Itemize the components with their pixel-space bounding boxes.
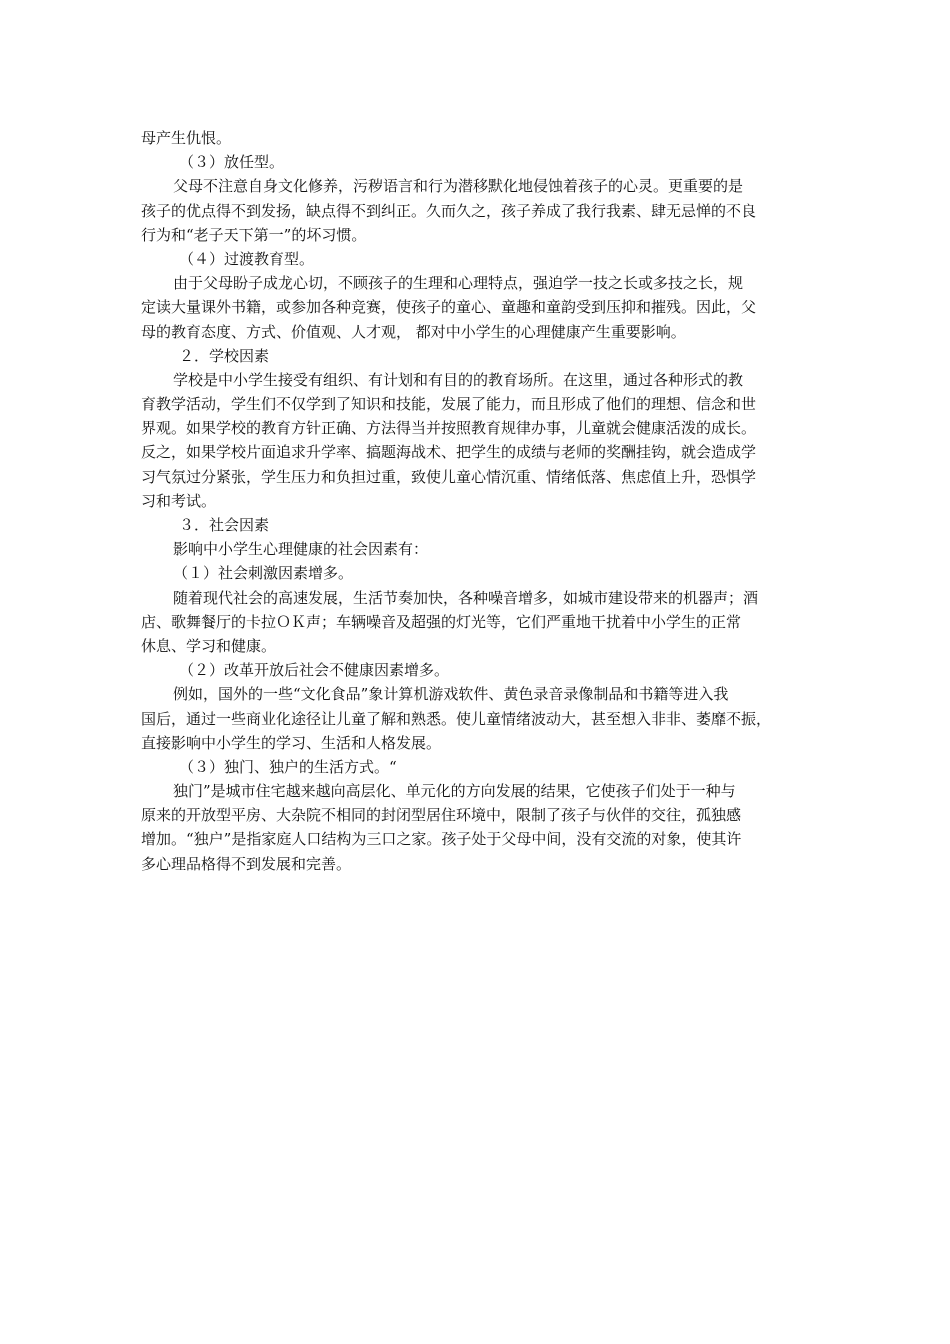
text-line: 国后，通过一些商业化途径让儿童了解和熟悉。使儿童情绪波动大，甚至想入非非、萎靡不振， — [141, 709, 772, 728]
text-line: ３．社会因素 — [179, 516, 270, 534]
text-line: （３）放任型。 — [179, 153, 285, 172]
text-line: （１）社会刺激因素增多。 — [173, 564, 354, 583]
text-line: 店、歌舞餐厅的卡拉ＯＫ声；车辆噪音及超强的灯光等，它们严重地干扰着中小学生的正常 — [141, 612, 742, 631]
text-line: 学校是中小学生接受有组织、有计划和有目的的教育场所。在这里，通过各种形式的教 — [173, 370, 744, 389]
text-line: 直接影响中小学生的学习、生活和人格发展。 — [141, 733, 442, 752]
text-line: 孩子的优点得不到发扬，缺点得不到纠正。久而久之，孩子养成了我行我素、肆无忌惮的不良 — [141, 201, 757, 220]
text-line: 育教学活动，学生们不仅学到了知识和技能，发展了能力，而且形成了他们的理想、信念和世 — [141, 395, 757, 414]
text-line: （４）过渡教育型。 — [179, 249, 315, 268]
text-line: 定读大量课外书籍，或参加各种竞赛，使孩子的童心、童趣和童韵受到压抑和摧残。因此，父 — [141, 298, 757, 317]
text-line: 独门”是城市住宅越来越向高层化、单元化的方向发展的结果，它使孩子们处于一种与 — [173, 782, 736, 801]
text-line: 多心理品格得不到发展和完善。 — [141, 854, 352, 873]
text-line: 例如，国外的一些“文化食品”象计算机游戏软件、黄色录音录像制品和书籍等进入我 — [173, 685, 729, 704]
text-line: 增加。“独户”是指家庭人口结构为三口之家。孩子处于父母中间，没有交流的对象，使其许 — [141, 830, 742, 849]
text-line: 习和考试。 — [141, 491, 217, 510]
document-page — [141, 126, 817, 876]
text-line: （３）独门、独户的生活方式。“ — [179, 757, 397, 776]
text-line: 影响中小学生心理健康的社会因素有： — [173, 540, 429, 559]
text-line: 父母不注意自身文化修养，污秽语言和行为潜移默化地侵蚀着孩子的心灵。更重要的是 — [173, 177, 744, 196]
text-line: 行为和“老子天下第一”的坏习惯。 — [141, 225, 367, 244]
text-line: 母的教育态度、方式、价值观、人才观， 都对中小学生的心理健康产生重要影响。 — [141, 322, 686, 341]
text-line: （２）改革开放后社会不健康因素增多。 — [179, 661, 450, 680]
text-line: 反之，如果学校片面追求升学率、搞题海战术、把学生的成绩与老师的奖酬挂钩，就会造成学 — [141, 443, 757, 462]
text-line: ２．学校因素 — [179, 346, 270, 365]
text-line: 原来的开放型平房、大杂院不相同的封闭型居住环境中，限制了孩子与伙伴的交往，孤独感 — [141, 806, 742, 825]
text-line: 母产生仇恨。 — [141, 129, 232, 147]
text-line: 休息、学习和健康。 — [141, 636, 277, 655]
text-line: 随着现代社会的高速发展，生活节奏加快，各种噪音增多，如城市建设带来的机器声；酒 — [173, 588, 759, 607]
text-line: 由于父母盼子成龙心切，不顾孩子的生理和心理特点，强迫学一技之长或多技之长，规 — [173, 274, 744, 293]
text-line: 界观。如果学校的教育方针正确、方法得当并按照教育规律办事，儿童就会健康活泼的成长。 — [141, 419, 757, 438]
text-line: 习气氛过分紧张，学生压力和负担过重，致使儿童心情沉重、情绪低落、焦虑值上升，恐惧学 — [141, 467, 757, 486]
